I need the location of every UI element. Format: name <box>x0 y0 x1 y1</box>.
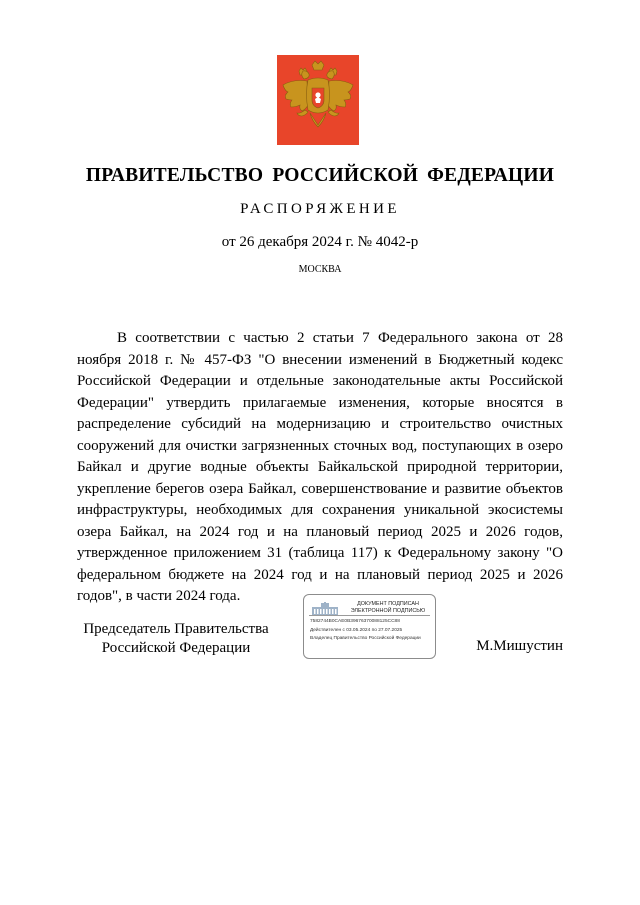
stamp-validity: Действителен с 03.05.2024 по 27.07.2025 <box>310 628 403 633</box>
city-name: МОСКВА <box>298 264 342 275</box>
stamp-certificate: 7582744B0CAE0B39676370088125CC88 <box>310 619 400 624</box>
government-title: ПРАВИТЕЛЬСТВО РОССИЙСКОЙ ФЕДЕРАЦИИ <box>85 165 555 186</box>
electronic-signature-stamp <box>303 594 436 659</box>
document-date-number: от 26 декабря 2024 г. № 4042-р <box>221 234 419 250</box>
stamp-title-line1: ДОКУМЕНТ ПОДПИСАН <box>357 601 419 607</box>
document-type: РАСПОРЯЖЕНИЕ <box>240 201 400 217</box>
stamp-owner: Владелец Правительство Российской Федерации <box>310 636 421 641</box>
signer-position-line2: Российской Федерации <box>101 640 251 656</box>
signer-position <box>76 620 276 658</box>
government-building-icon <box>310 602 340 616</box>
body-paragraph: В соответствии с частью 2 статьи 7 Федерального закона от 28 ноября 2018 г. № 457-ФЗ "О внесении изменений в Бюджетный кодекс Российской Федерации и отдельные законодательные акты Российской Федерации" утвердить прилагаемые изменения, которые вносятся в распределение субсидий на модернизацию и строительство очистных сооружений для очистки загрязненных сточных вод, поступающих в озеро Байкал и другие водные объекты Байкальской природной территории, укрепление берегов озера Байкал, совершенствование и развитие объектов инфраструктуры, необходимых для сохранения уникальной экосистемы озера Байкал, на 2024 год и на плановый период 2025 и 2026 годов, утвержденное приложением 31 (таблица 117) к Федеральному закону "О федеральном бюджете на 2024 год и на плановый период 2025 и 2026 годов", в части 2024 года. <box>77 330 563 604</box>
stamp-divider <box>309 615 430 616</box>
stamp-title-line2: ЭЛЕКТРОННОЙ ПОДПИСЬЮ <box>350 607 426 614</box>
stamp-title <box>342 601 434 614</box>
signer-position-line1: Председатель Правительства <box>83 621 269 637</box>
signer-name: М.Мишустин <box>476 638 563 654</box>
coat-of-arms-emblem <box>277 55 359 145</box>
